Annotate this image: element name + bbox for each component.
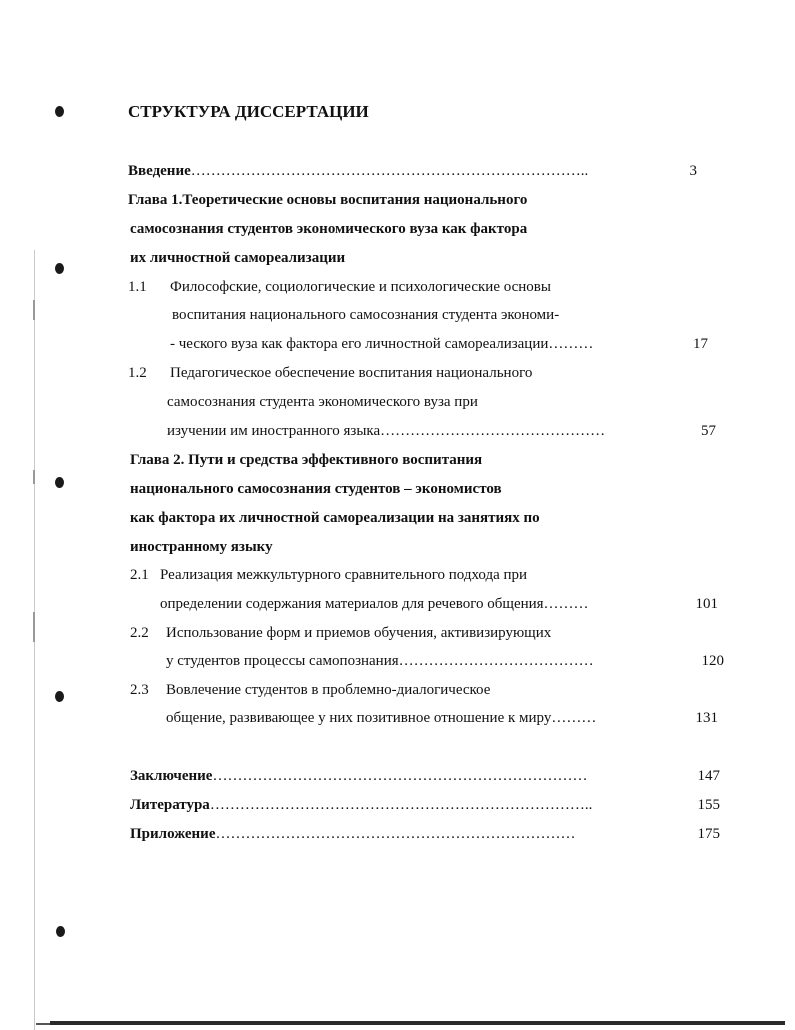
section-text-line: Использование форм и приемов обучения, активизирующих [166,625,552,641]
section-text-line: Реализация межкультурного сравнительного подхода при [160,567,528,583]
chapter-heading-line: как фактора их личностной самореализации на занятиях по [130,510,540,526]
toc-page-number: 155 [697,797,720,813]
section-text-line: Педагогическое обеспечение воспитания национального [170,365,533,381]
chapter-heading-line: национального самосознания студентов – экономистов [130,481,502,497]
toc-page-number: 57 [701,423,716,439]
toc-label: Введение [128,163,191,179]
binder-hole-mark [56,926,65,937]
toc-leader-dots: …………………………………………………………………….. [190,163,589,179]
chapter-heading-line: Глава 2. Пути и средства эффективного воспитания [130,452,483,468]
toc-leader-dots: ……………………………………………………………… [215,826,576,842]
toc-page-number: 147 [697,768,720,784]
section-text-line: Философские, социологические и психологические основы [170,279,551,295]
scan-mark [33,300,35,320]
toc-entry-appendix [130,824,575,844]
section-text-line: у студентов процессы самопознания………………………………… [166,653,594,669]
toc-page-number: 17 [693,336,708,352]
section-text-line: самосознания студента экономического вуза при [167,394,478,410]
scan-bottom-edge [36,1023,50,1025]
toc-label: Литература [130,797,210,813]
toc-page-number: 101 [695,596,718,612]
chapter-heading-line: Глава 1.Теоретические основы воспитания национального [128,192,528,208]
binder-hole-mark [55,477,64,488]
toc-label: Заключение [130,768,213,784]
section-text-line: воспитания национального самосознания студента экономи- [172,307,560,323]
chapter-heading-line: их личностной самореализации [130,250,346,266]
section-number: 2.1 [130,567,149,583]
toc-page-number: 120 [701,653,724,669]
section-number: 1.2 [128,365,147,381]
scan-bottom-edge [50,1021,785,1025]
toc-leader-dots: ………………………………………………………………….. [209,797,593,813]
section-text-line: общение, развивающее у них позитивное отношение к миру……… [166,710,597,726]
scan-mark [33,612,35,642]
section-text-line: определении содержания материалов для речевого общения……… [160,596,589,612]
chapter-heading-line: иностранному языку [130,539,273,555]
section-text-line: - ческого вуза как фактора его личностной самореализации……… [170,336,594,352]
toc-entry-intro [128,161,588,181]
chapter-heading-line: самосознания студентов экономического вуза как фактора [130,221,528,237]
toc-page-number: 3 [689,163,697,179]
page-title: СТРУКТУРА ДИССЕРТАЦИИ [128,102,369,121]
toc-page-number: 175 [697,826,720,842]
section-number: 2.2 [130,625,149,641]
binder-hole-mark [55,263,64,274]
binder-hole-mark [55,106,64,117]
toc-label: Приложение [130,826,216,842]
toc-entry-literature [130,795,592,815]
section-number: 2.3 [130,682,149,698]
toc-page-number: 131 [695,710,718,726]
section-number: 1.1 [128,279,147,295]
toc-entry-conclusion [130,766,587,786]
scan-mark [33,470,35,484]
binder-hole-mark [55,691,64,702]
section-text-line: Вовлечение студентов в проблемно-диалогическое [166,682,491,698]
toc-leader-dots: ………………………………………………………………… [212,768,588,784]
section-text-line: изучении им иностранного языка……………………………………… [167,423,606,439]
